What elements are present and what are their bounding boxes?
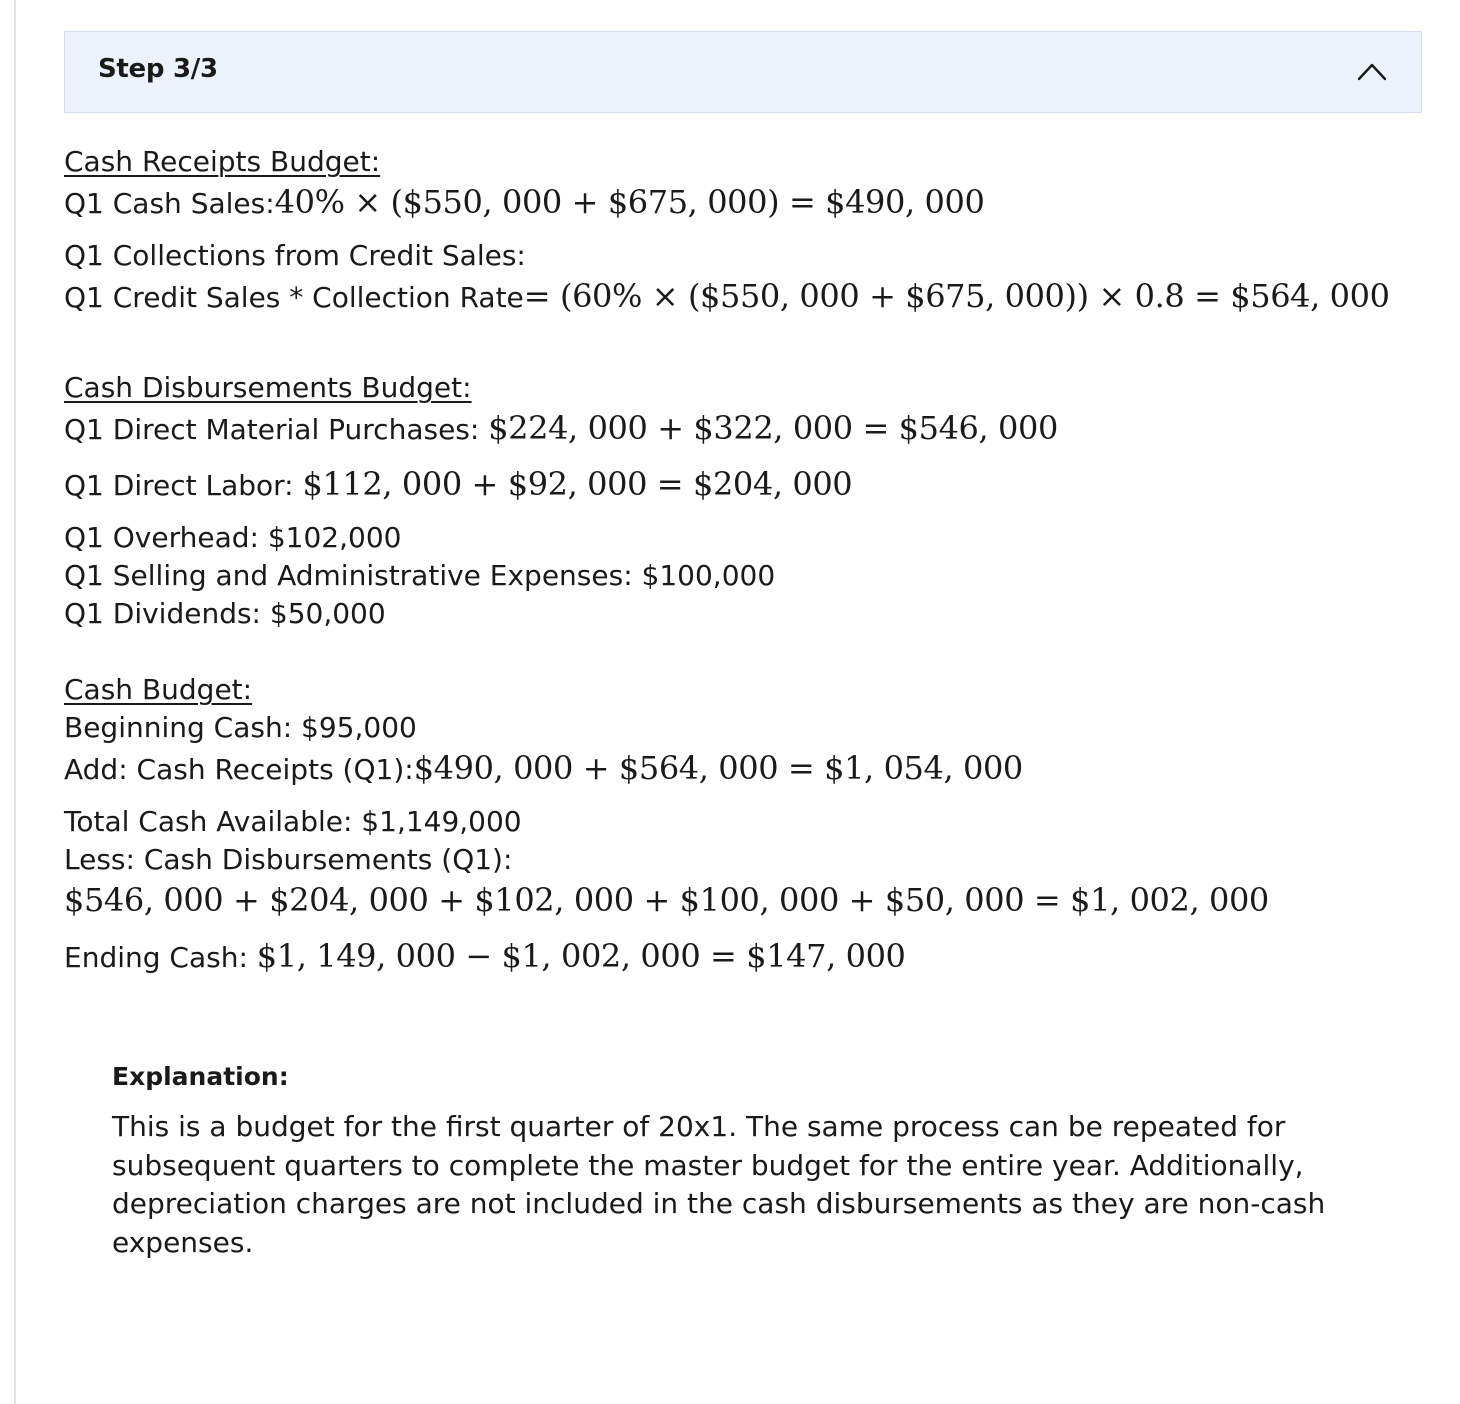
credit-sales-formula: = (60% × ($550, 000 + $675, 000)) × 0.8 = $564, 000 bbox=[523, 277, 1390, 315]
dividends-line: Q1 Dividends: $50,000 bbox=[64, 597, 386, 630]
explanation-text: This is a budget for the first quarter of 20x1. The same process can be repeated for subsequent quarters to complete the master budget for the entire year. Additionally, depreciation charges are not included in the cash disbursements as they are non-cash expenses. bbox=[112, 1110, 1326, 1259]
receipts-line bbox=[64, 750, 1023, 788]
disbursements-formula: $546, 000 + $204, 000 + $102, 000 + $100, 000 + $50, 000 = $1, 002, 000 bbox=[64, 881, 1269, 919]
left-border bbox=[14, 0, 16, 1404]
step-title: Step 3/3 bbox=[98, 54, 218, 84]
credit-sales-line bbox=[64, 278, 1390, 316]
labor-line bbox=[64, 466, 852, 504]
overhead-line: Q1 Overhead: $102,000 bbox=[64, 521, 402, 554]
labor-formula: $112, 000 + $92, 000 = $204, 000 bbox=[302, 465, 853, 503]
chevron-up-icon[interactable] bbox=[1357, 60, 1387, 82]
total-available-line: Total Cash Available: $1,149,000 bbox=[64, 805, 522, 838]
disbursements-formula-line bbox=[64, 882, 1269, 920]
ending-cash-line bbox=[64, 938, 906, 976]
collections-label: Q1 Collections from Credit Sales: bbox=[64, 239, 526, 272]
cash-sales-label: Q1 Cash Sales: bbox=[64, 187, 275, 220]
selling-admin-line: Q1 Selling and Administrative Expenses: $100,000 bbox=[64, 559, 776, 592]
material-label: Q1 Direct Material Purchases: bbox=[64, 413, 489, 446]
credit-sales-label: Q1 Credit Sales * Collection Rate bbox=[64, 281, 524, 314]
ending-formula: $1, 149, 000 − $1, 002, 000 = $147, 000 bbox=[256, 937, 906, 975]
explanation-label: Explanation: bbox=[112, 1062, 289, 1091]
cash-sales-line bbox=[64, 184, 984, 222]
cash-receipts-heading: Cash Receipts Budget: bbox=[64, 145, 381, 178]
material-formula: $224, 000 + $322, 000 = $546, 000 bbox=[488, 409, 1058, 447]
material-line bbox=[64, 410, 1058, 448]
receipts-formula: $490, 000 + $564, 000 = $1, 054, 000 bbox=[413, 749, 1023, 787]
step-header[interactable] bbox=[64, 31, 1422, 113]
beginning-cash-line: Beginning Cash: $95,000 bbox=[64, 711, 417, 744]
labor-label: Q1 Direct Labor: bbox=[64, 469, 303, 502]
cash-budget-heading: Cash Budget: bbox=[64, 673, 253, 706]
cash-disbursements-heading: Cash Disbursements Budget: bbox=[64, 371, 472, 404]
cash-sales-formula: 40% × ($550, 000 + $675, 000) = $490, 000 bbox=[274, 183, 985, 221]
less-disbursements-label: Less: Cash Disbursements (Q1): bbox=[64, 843, 513, 876]
receipts-label: Add: Cash Receipts (Q1): bbox=[64, 753, 414, 786]
ending-label: Ending Cash: bbox=[64, 941, 257, 974]
